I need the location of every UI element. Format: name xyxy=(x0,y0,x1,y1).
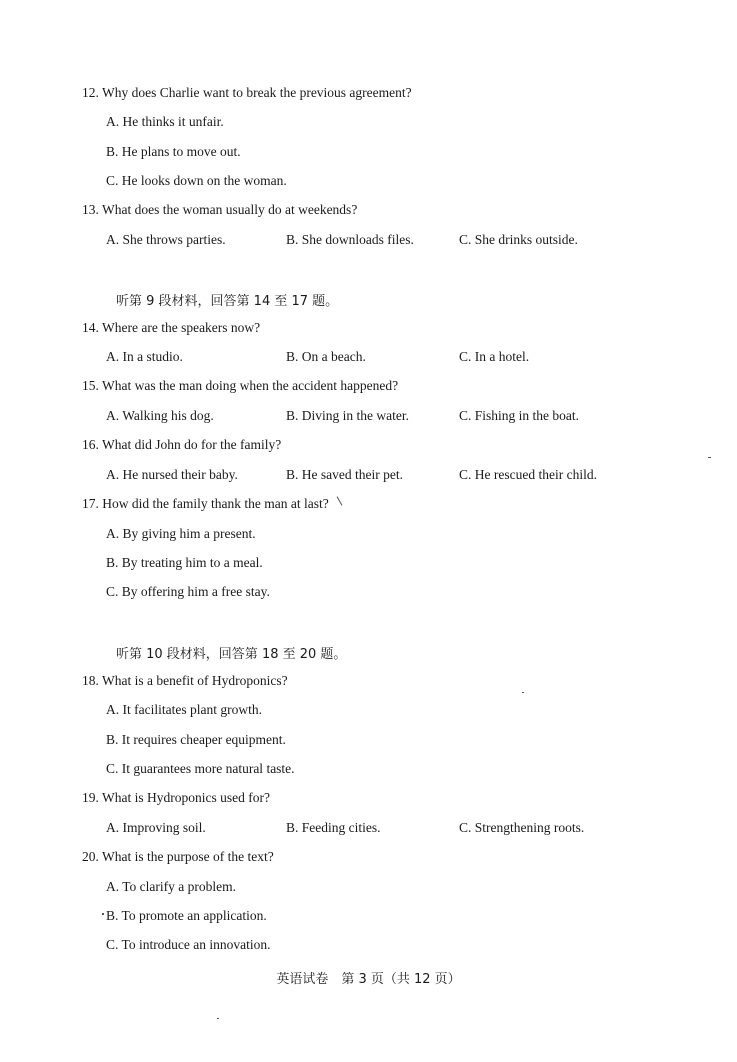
question-12-option-c: C. He looks down on the woman. xyxy=(106,173,287,188)
question-18-option-a: A. It facilitates plant growth. xyxy=(106,702,262,717)
scan-speck xyxy=(708,457,711,458)
question-12-stem: 12. Why does Charlie want to break the previous agreement? xyxy=(82,85,412,100)
question-13-stem: 13. What does the woman usually do at weekends? xyxy=(82,202,358,217)
question-20-option-b: B. To promote an application. xyxy=(106,908,267,923)
question-18-option-b: B. It requires cheaper equipment. xyxy=(106,732,286,747)
question-15-stem: 15. What was the man doing when the accident happened? xyxy=(82,378,399,393)
question-12-option-a: A. He thinks it unfair. xyxy=(106,114,224,129)
question-19-option-c: C. Strengthening roots. xyxy=(459,820,585,835)
question-18-stem: 18. What is a benefit of Hydroponics? xyxy=(82,673,288,688)
page-footer: 英语试卷 第 3 页（共 12 页） xyxy=(276,972,461,987)
question-19-option-a: A. Improving soil. xyxy=(106,820,206,835)
question-14-option-c: C. In a hotel. xyxy=(459,349,530,364)
question-18-option-c: C. It guarantees more natural taste. xyxy=(106,761,295,776)
question-16-stem: 16. What did John do for the family? xyxy=(82,437,282,452)
section-10-heading: 听第 10 段材料，回答第 18 至 20 题。 xyxy=(116,647,347,662)
question-16-option-c: C. He rescued their child. xyxy=(459,467,597,482)
question-16-option-a: A. He nursed their baby. xyxy=(106,467,238,482)
question-20-stem: 20. What is the purpose of the text? xyxy=(82,849,274,864)
scan-speck xyxy=(522,692,524,693)
question-15-option-b: B. Diving in the water. xyxy=(286,408,409,423)
question-17-stem: 17. How did the family thank the man at last? xyxy=(82,496,329,511)
question-20-option-a: A. To clarify a problem. xyxy=(106,879,237,894)
question-13-option-a: A. She throws parties. xyxy=(106,232,226,247)
question-13-option-c: C. She drinks outside. xyxy=(459,232,578,247)
scan-speck xyxy=(102,913,104,915)
question-19-stem: 19. What is Hydroponics used for? xyxy=(82,790,270,805)
question-14-option-a: A. In a studio. xyxy=(106,349,183,364)
pen-mark xyxy=(337,496,343,505)
question-14-option-b: B. On a beach. xyxy=(286,349,366,364)
question-13-option-b: B. She downloads files. xyxy=(286,232,414,247)
question-15-option-c: C. Fishing in the boat. xyxy=(459,408,580,423)
question-12-option-b: B. He plans to move out. xyxy=(106,144,241,159)
question-17-option-b: B. By treating him to a meal. xyxy=(106,555,263,570)
question-17-option-a: A. By giving him a present. xyxy=(106,526,256,541)
section-9-heading: 听第 9 段材料，回答第 14 至 17 题。 xyxy=(116,294,339,309)
scan-speck xyxy=(217,1018,219,1019)
question-19-option-b: B. Feeding cities. xyxy=(286,820,381,835)
question-15-option-a: A. Walking his dog. xyxy=(106,408,214,423)
question-17-option-c: C. By offering him a free stay. xyxy=(106,584,270,599)
question-16-option-b: B. He saved their pet. xyxy=(286,467,403,482)
question-14-stem: 14. Where are the speakers now? xyxy=(82,320,261,335)
question-20-option-c: C. To introduce an innovation. xyxy=(106,937,271,952)
